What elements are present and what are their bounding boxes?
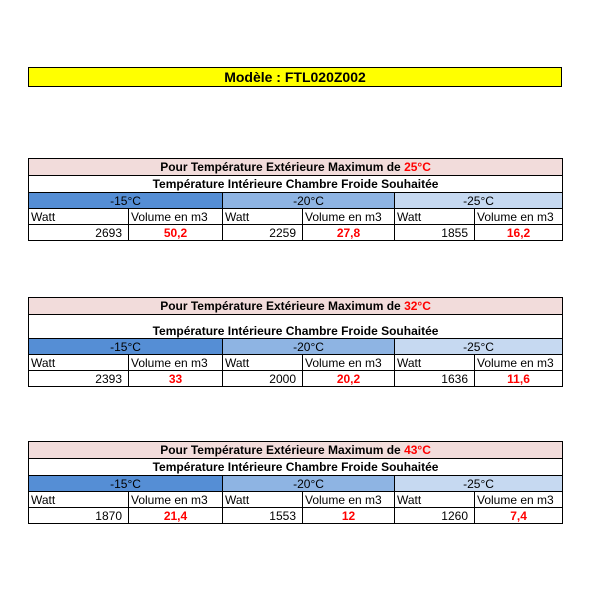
temp-header-row xyxy=(29,476,563,492)
inside-temp-title: Température Intérieure Chambre Froide Souhaitée xyxy=(29,315,563,339)
col-volume: Volume en m3 xyxy=(303,209,395,225)
value-row xyxy=(29,225,563,241)
volume-value: 20,2 xyxy=(303,371,395,387)
watt-value: 1855 xyxy=(395,225,475,241)
col-volume: Volume en m3 xyxy=(475,492,563,508)
volume-value: 7,4 xyxy=(475,508,563,524)
watt-value: 1260 xyxy=(395,508,475,524)
watt-value: 2000 xyxy=(223,371,303,387)
outside-temp-row xyxy=(29,298,563,315)
inside-temp-title: Température Intérieure Chambre Froide Souhaitée xyxy=(29,459,563,476)
col-watt: Watt xyxy=(395,492,475,508)
watt-value: 2393 xyxy=(29,371,129,387)
model-label: Modèle : xyxy=(224,69,281,85)
col-watt: Watt xyxy=(395,355,475,371)
volume-value: 33 xyxy=(129,371,223,387)
value-row xyxy=(29,508,563,524)
volume-value: 27,8 xyxy=(303,225,395,241)
model-code: FTL020Z002 xyxy=(284,69,366,85)
volume-value: 21,4 xyxy=(129,508,223,524)
outside-temp-label: Pour Température Extérieure Maximum de xyxy=(160,299,401,313)
outside-temp-value: 32°C xyxy=(404,299,431,313)
watt-value: 1553 xyxy=(223,508,303,524)
column-header-row xyxy=(29,209,563,225)
watt-value: 2693 xyxy=(29,225,129,241)
outside-temp-value: 25°C xyxy=(404,160,431,174)
performance-table-32 xyxy=(28,297,562,387)
temp-header-minus15: -15°C xyxy=(29,339,223,355)
outside-temp-row xyxy=(29,159,563,176)
col-watt: Watt xyxy=(29,355,129,371)
temp-header-minus15: -15°C xyxy=(29,476,223,492)
watt-value: 2259 xyxy=(223,225,303,241)
performance-table-43 xyxy=(28,441,562,524)
temp-header-row xyxy=(29,339,563,355)
temp-header-row xyxy=(29,193,563,209)
col-watt: Watt xyxy=(223,492,303,508)
watt-value: 1870 xyxy=(29,508,129,524)
value-row xyxy=(29,371,563,387)
col-volume: Volume en m3 xyxy=(129,209,223,225)
col-volume: Volume en m3 xyxy=(475,209,563,225)
inside-temp-row xyxy=(29,176,563,193)
watt-value: 1636 xyxy=(395,371,475,387)
volume-value: 50,2 xyxy=(129,225,223,241)
temp-header-minus15: -15°C xyxy=(29,193,223,209)
col-watt: Watt xyxy=(395,209,475,225)
outside-temp-value: 43°C xyxy=(404,443,431,457)
inside-temp-row xyxy=(29,459,563,476)
col-volume: Volume en m3 xyxy=(129,355,223,371)
col-watt: Watt xyxy=(223,355,303,371)
volume-value: 16,2 xyxy=(475,225,563,241)
temp-header-minus25: -25°C xyxy=(395,339,563,355)
volume-value: 11,6 xyxy=(475,371,563,387)
col-watt: Watt xyxy=(223,209,303,225)
volume-value: 12 xyxy=(303,508,395,524)
outside-temp-row xyxy=(29,442,563,459)
temp-header-minus25: -25°C xyxy=(395,476,563,492)
col-volume: Volume en m3 xyxy=(303,355,395,371)
outside-temp-label: Pour Température Extérieure Maximum de xyxy=(160,160,401,174)
outside-temp-label: Pour Température Extérieure Maximum de xyxy=(160,443,401,457)
col-watt: Watt xyxy=(29,209,129,225)
col-volume: Volume en m3 xyxy=(303,492,395,508)
performance-table-25 xyxy=(28,158,562,241)
col-watt: Watt xyxy=(29,492,129,508)
temp-header-minus20: -20°C xyxy=(223,339,395,355)
temp-header-minus20: -20°C xyxy=(223,193,395,209)
column-header-row xyxy=(29,492,563,508)
temp-header-minus20: -20°C xyxy=(223,476,395,492)
model-title xyxy=(28,67,562,87)
inside-temp-row xyxy=(29,315,563,339)
temp-header-minus25: -25°C xyxy=(395,193,563,209)
inside-temp-title: Température Intérieure Chambre Froide Souhaitée xyxy=(29,176,563,193)
column-header-row xyxy=(29,355,563,371)
col-volume: Volume en m3 xyxy=(129,492,223,508)
col-volume: Volume en m3 xyxy=(475,355,563,371)
